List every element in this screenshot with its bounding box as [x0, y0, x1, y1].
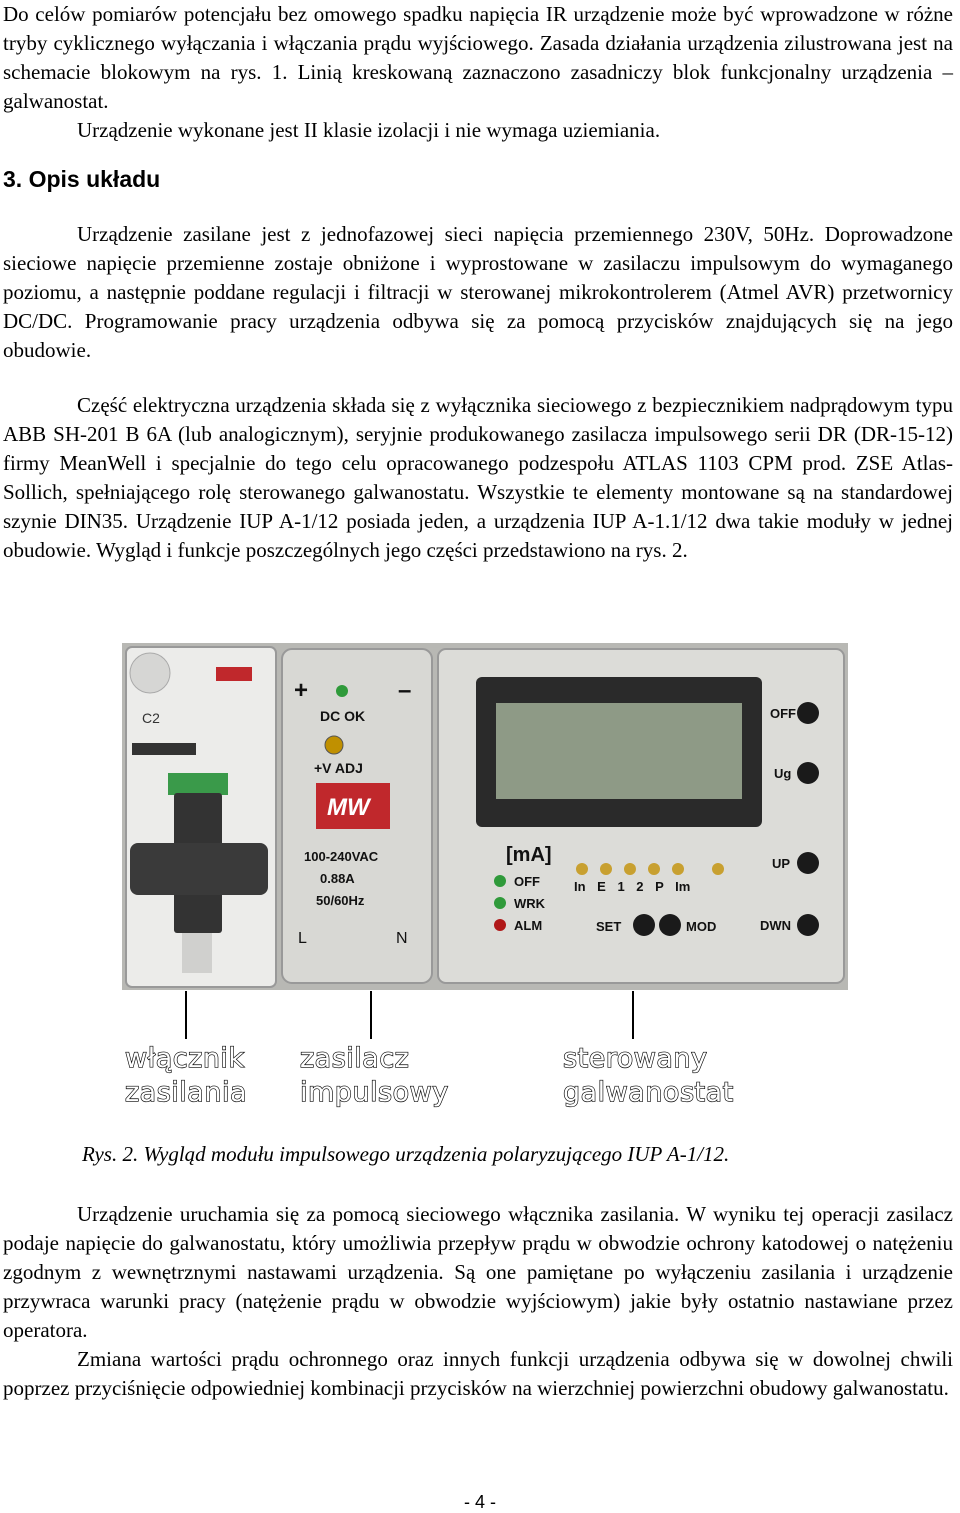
section-heading: 3. Opis układu — [3, 166, 161, 192]
opis-paragraph-2: Część elektryczna urządzenia składa się z wyłącznika sieciowego z bezpiecznikiem nadprądowym typu ABB SH-201 B 6A (lub analogicznym), seryjnie produkowanego zasilacza impulsowego serii DR (DR-15-12) firmy MeanWell i specjalnie do tego celu opracowanego podzespołu ATLAS 1103 CPM prod. ZSE Atlas-Sollich, spełniającego rolę sterowanego galwanostatu. Wszystkie te elementy montowane są na standardowej szynie DIN35. Urządzenie IUP A-1/12 posiada jeden, a urządzenia IUP A-1.1/12 dwa takie moduły w jednej obudowie. Wygląd i funkcje poszczególnych jego części przedstawiono na rys. 2. — [3, 393, 953, 562]
breaker-brand: C2 — [142, 710, 160, 726]
galv-set-label: SET — [596, 919, 622, 934]
galv-unit: [mA] — [506, 844, 552, 866]
led-alm-label: ALM — [514, 918, 543, 933]
intro-text-1: Do celów pomiarów potencjału bez omowego spadku napięcia IR urządzenie może być wprowadzone w różne tryby cyklicznego wyłączania i włączania prądu wyjściowego. Zasada działania urządzenia zilustrowana jest na schemacie blokowym na rys. 1. Linią kreskowaną zaznaczono zasadniczy blok funkcjonalny urządzenia – galwanostat. — [3, 2, 953, 113]
label-psu-line2: impulsowy — [300, 1077, 449, 1108]
psu-rating-2: 0.88A — [320, 871, 355, 886]
led-wrk-label: WRK — [514, 896, 546, 911]
galv-ug-label: Ug — [774, 766, 792, 781]
psu-plus: + — [294, 677, 309, 704]
figure-caption: Rys. 2. Wygląd modułu impulsowego urządzenia polaryzującego IUP A-1/12. — [82, 1142, 730, 1166]
after-paragraph-2: Zmiana wartości prądu ochronnego oraz innych funkcji urządzenia odbywa się w dowolnej chwili poprzez przyciśnięcie odpowiedniej kombinacji przycisków na wierzchniej powierzchni obudowy galwanostatu. — [3, 1347, 953, 1400]
label-psu — [300, 1042, 449, 1110]
psu-rating-1: 100-240VAC — [304, 849, 379, 864]
psu-minus: – — [398, 677, 412, 704]
after-paragraph-1: Urządzenie uruchamia się za pomocą sieciowego włącznika zasilania. W wyniku tej operacji zasilacz podaje napięcie do galwanostatu, który umożliwia przepływ prądu w obwodzie ochrony katodowej o natężeniu zgodnym z wewnętrznymi nastawami urządzenia. Są one pamiętane po wyłączeniu zasilania i urządzenie przywraca warunki pracy (natężenie prądu w obwodzie wyjściowym) jakie były ostatnio nastawiane przez operatora. — [3, 1202, 953, 1342]
label-switch-line1: włącznik — [125, 1043, 245, 1074]
label-switch-line2: zasilania — [125, 1077, 247, 1108]
psu-brand: MW — [327, 794, 370, 821]
galv-dwn-label: DWN — [760, 918, 792, 933]
figure-labels — [0, 1040, 960, 1120]
device-photo — [122, 643, 848, 990]
galv-off-label: OFF — [770, 706, 796, 721]
galvanostat-module — [438, 649, 844, 983]
psu-dc-ok: DC OK — [320, 708, 366, 724]
pointer-line-psu — [370, 991, 372, 1039]
opis-paragraph-1: Urządzenie zasilane jest z jednofazowej sieci napięcia przemiennego 230V, 50Hz. Doprowadzone sieciowe napięcie przemienne zostaje obniżone i wyprostowane w zasilaczu impulsowym do wymaganego poziomu, a następnie poddane regulacji i filtracji w sterowanej mikrokontrolerem (Atmel AVR) przetwornicy DC/DC. Programowanie pracy urządzenia odbywa się za pomocą przycisków znajdujących się na jego obudowie. — [3, 222, 953, 362]
psu-n: N — [396, 930, 408, 947]
psu-module — [282, 649, 432, 983]
psu-vadj: +V ADJ — [314, 760, 363, 776]
page-number: - 4 - — [463, 1492, 496, 1512]
led-off-label: OFF — [514, 874, 540, 889]
label-galvanostat-line1: sterowany — [563, 1043, 708, 1074]
pointer-line-galvanostat — [632, 991, 634, 1039]
breaker-module — [126, 647, 276, 987]
galv-mod-label: MOD — [686, 919, 717, 934]
label-switch — [125, 1042, 247, 1110]
intro-paragraph — [3, 0, 953, 145]
label-psu-line1: zasilacz — [300, 1043, 410, 1074]
pointer-line-switch — [185, 991, 187, 1039]
label-galvanostat-line2: galwanostat — [563, 1077, 734, 1108]
label-galvanostat — [563, 1042, 734, 1110]
galv-up-label: UP — [772, 856, 791, 871]
psu-l: L — [298, 930, 307, 947]
intro-text-2: Urządzenie wykonane jest II klasie izolacji i nie wymaga uziemiania. — [77, 118, 661, 142]
psu-rating-3: 50/60Hz — [316, 893, 365, 908]
mode-labels: In E 1 2 P Im — [574, 879, 691, 894]
